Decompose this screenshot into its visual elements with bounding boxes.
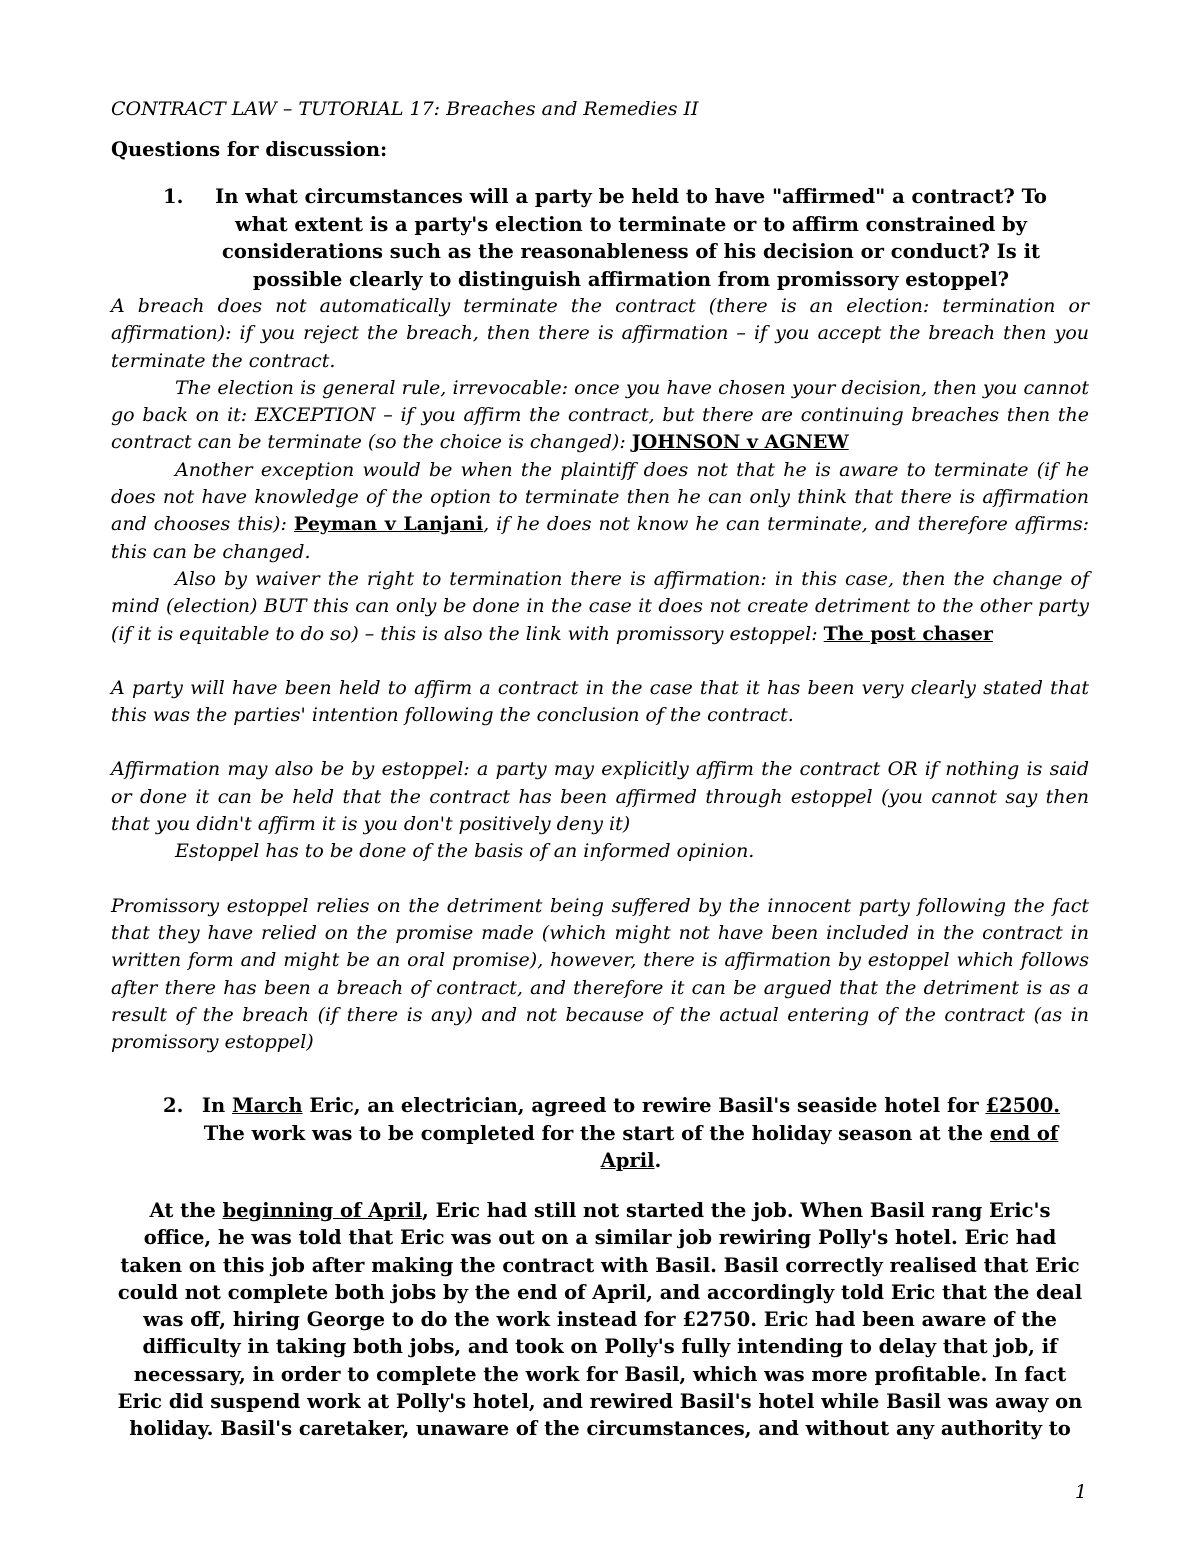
answer-1-paragraph-8: Promissory estoppel relies on the detriment being suffered by the innocent party following the fact that they have relied on the promise made (which might not have been included in the contract in written form and might be an oral promise), however, there is affirmation by estoppel which follows after there has been a breach of contract, and therefore it can be argued that the detriment is as a result of the breach (if there is any) and not because of the actual entering of the contract (as in promissory estoppel) (111, 894, 1089, 1054)
paragraph-gap (111, 866, 1089, 893)
facts-text-part: At the (149, 1198, 223, 1222)
question-2-text-part: Eric, an electrician, agreed to rewire Basil's seaside hotel for (302, 1094, 986, 1118)
section-heading: Questions for discussion: (111, 138, 388, 161)
question-1 (111, 183, 1089, 293)
question-2-price: £2500. (985, 1094, 1061, 1118)
question-1-text: In what circumstances will a party be held to have "affirmed" a contract? To what extent is a party's election to terminate or to affirm constrained by considerations such as the reasonableness of his decision or conduct? Is it possible clearly to distinguish affirmation from promissory estoppel? (215, 185, 1047, 291)
answer-1-paragraph-3 (111, 457, 1089, 566)
facts-date-beginning-april: beginning of April (222, 1198, 423, 1222)
question-2-text-part: In (201, 1094, 232, 1118)
case-the-post-chaser: The post chaser (823, 622, 993, 645)
answer-1-paragraph-4-text: Also by waiver the right to termination there is affirmation: in this case, then the change of mind (election) BUT this can only be done in the case it does not create detriment to the other party (if it is equitable to do so) – this is also the link with promissory estoppel: (111, 567, 1089, 645)
facts-text-part: , Eric had still not started the job. When Basil rang Eric's office, he was told that Eric was out on a similar job rewiring Polly's hotel. Eric had taken on this job after making the contract with Basil. Basil correctly realised that Eric could not complete both jobs by the end of April, and accordingly told Eric that the deal was off, hiring George to do the work instead for £2750. Eric had been aware of the difficulty in taking both jobs, and took on Polly's fully intending to delay that job, if necessary, in order to complete the work for Basil, which was more profitable. In fact Eric did suspend work at Polly's hotel, and rewired Basil's hotel while Basil was away on holiday. Basil's caretaker, unaware of the circumstances, and without any authority to (117, 1198, 1083, 1441)
question-2-facts (111, 1197, 1089, 1443)
paragraph-gap (111, 729, 1089, 756)
question-2-text (202, 1094, 1060, 1172)
document-page (111, 95, 1089, 1443)
question-2-date-march: March (232, 1094, 303, 1118)
answer-1-paragraph-3-text-a: Another exception would be when the plaintiff does not that he is aware to terminate (if he does not have knowledge of the option to terminate then he can only think that there is affirmation and chooses this): (111, 458, 1089, 536)
document-title: CONTRACT LAW – TUTORIAL 17: Breaches and Remedies II (111, 98, 699, 120)
answer-1-paragraph-1: A breach does not automatically terminate the contract (there is an election: termination or affirmation): if you reject the breach, then there is affirmation – if you accept the breach then you terminate the contract. (111, 295, 1089, 372)
answer-1-paragraph-4 (111, 566, 1089, 648)
paragraph-gap (111, 648, 1089, 675)
answer-1-paragraph-7: Estoppel has to be done of the basis of an informed opinion. (175, 840, 755, 863)
question-2-number: 2. (163, 1094, 184, 1118)
question-2 (111, 1092, 1089, 1175)
case-johnson-v-agnew: JOHNSON v AGNEW (631, 431, 849, 454)
answer-1-paragraph-3-text-b: , if he does not know he can terminate, and therefore affirms: this can be changed. (111, 513, 1089, 563)
answer-1-paragraph-2-text: The election is general rule, irrevocable: once you have chosen your decision, then you cannot go back on it: EXCEPTION – if you affirm the contract, but there are continuing breaches then the contract can be terminate (so the choice is changed): (111, 376, 1089, 454)
case-peyman-v-lanjani: Peyman v Lanjani (293, 513, 484, 536)
question-2-text-part: The work was to be completed for the start of the holiday season at the (203, 1121, 990, 1145)
answer-1-paragraph-6: Affirmation may also be by estoppel: a party may explicitly affirm the contract OR if nothing is said or done it can be held that the contract has been affirmed through estoppel (you cannot say then that you didn't affirm it is you don't positively deny it) (111, 758, 1089, 836)
answer-1-paragraph-2 (111, 375, 1089, 457)
question-2-deadline: end of April (600, 1121, 1059, 1173)
question-1-number: 1. (163, 185, 184, 208)
page-number: 1 (1074, 1481, 1087, 1503)
question-2-text-part: . (654, 1149, 662, 1173)
answer-1-paragraph-5: A party will have been held to affirm a contract in the case that it has been very clearly stated that this was the parties' intention following the conclusion of the contract. (111, 676, 1089, 727)
